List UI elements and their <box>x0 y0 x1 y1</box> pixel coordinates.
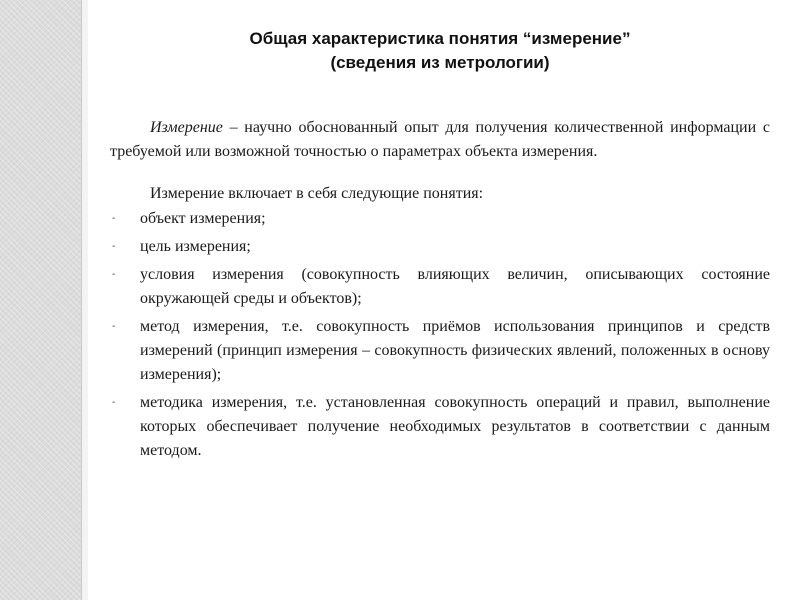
list-item <box>110 207 770 231</box>
dash-bullet-icon: - <box>112 213 116 224</box>
definition-term: Измерение <box>150 119 223 136</box>
dash-bullet-icon: - <box>112 241 116 252</box>
list-item-text: методика измерения, т.е. установленная совокупность операций и правил, выполнение которых обеспечивает получение необходимых результатов в соответствии с данным методом. <box>140 394 770 459</box>
intro-text: Измерение включает в себя следующие понятия: <box>150 185 484 202</box>
decorative-side-bar <box>0 0 88 600</box>
slide-title <box>120 27 760 75</box>
dash-bullet-icon: - <box>112 397 116 408</box>
concept-list <box>110 207 770 463</box>
title-line-1: Общая характеристика понятия “измерение” <box>249 29 631 48</box>
definition-text: – научно обоснованный опыт для получения количественной информации с требуемой или возможной точностью о параметрах объекта измерения. <box>110 119 770 160</box>
list-item-text: объект измерения; <box>140 210 266 227</box>
list-item <box>110 315 770 387</box>
slide-body <box>110 116 770 467</box>
definition-paragraph <box>110 116 770 164</box>
dash-bullet-icon: - <box>112 321 116 332</box>
list-item <box>110 235 770 259</box>
dash-bullet-icon: - <box>112 269 116 280</box>
list-item-text: цель измерения; <box>140 238 251 255</box>
list-item-text: метод измерения, т.е. совокупность приёмов использования принципов и средств измерений (принцип измерения – совокупность физических явлений, положенных в основу измерения); <box>140 318 770 383</box>
list-item <box>110 263 770 311</box>
title-line-2: (сведения из метрологии) <box>330 53 550 72</box>
list-item-text: условия измерения (совокупность влияющих величин, описывающих состояние окружающей среды и объектов); <box>140 266 770 307</box>
list-item <box>110 391 770 463</box>
